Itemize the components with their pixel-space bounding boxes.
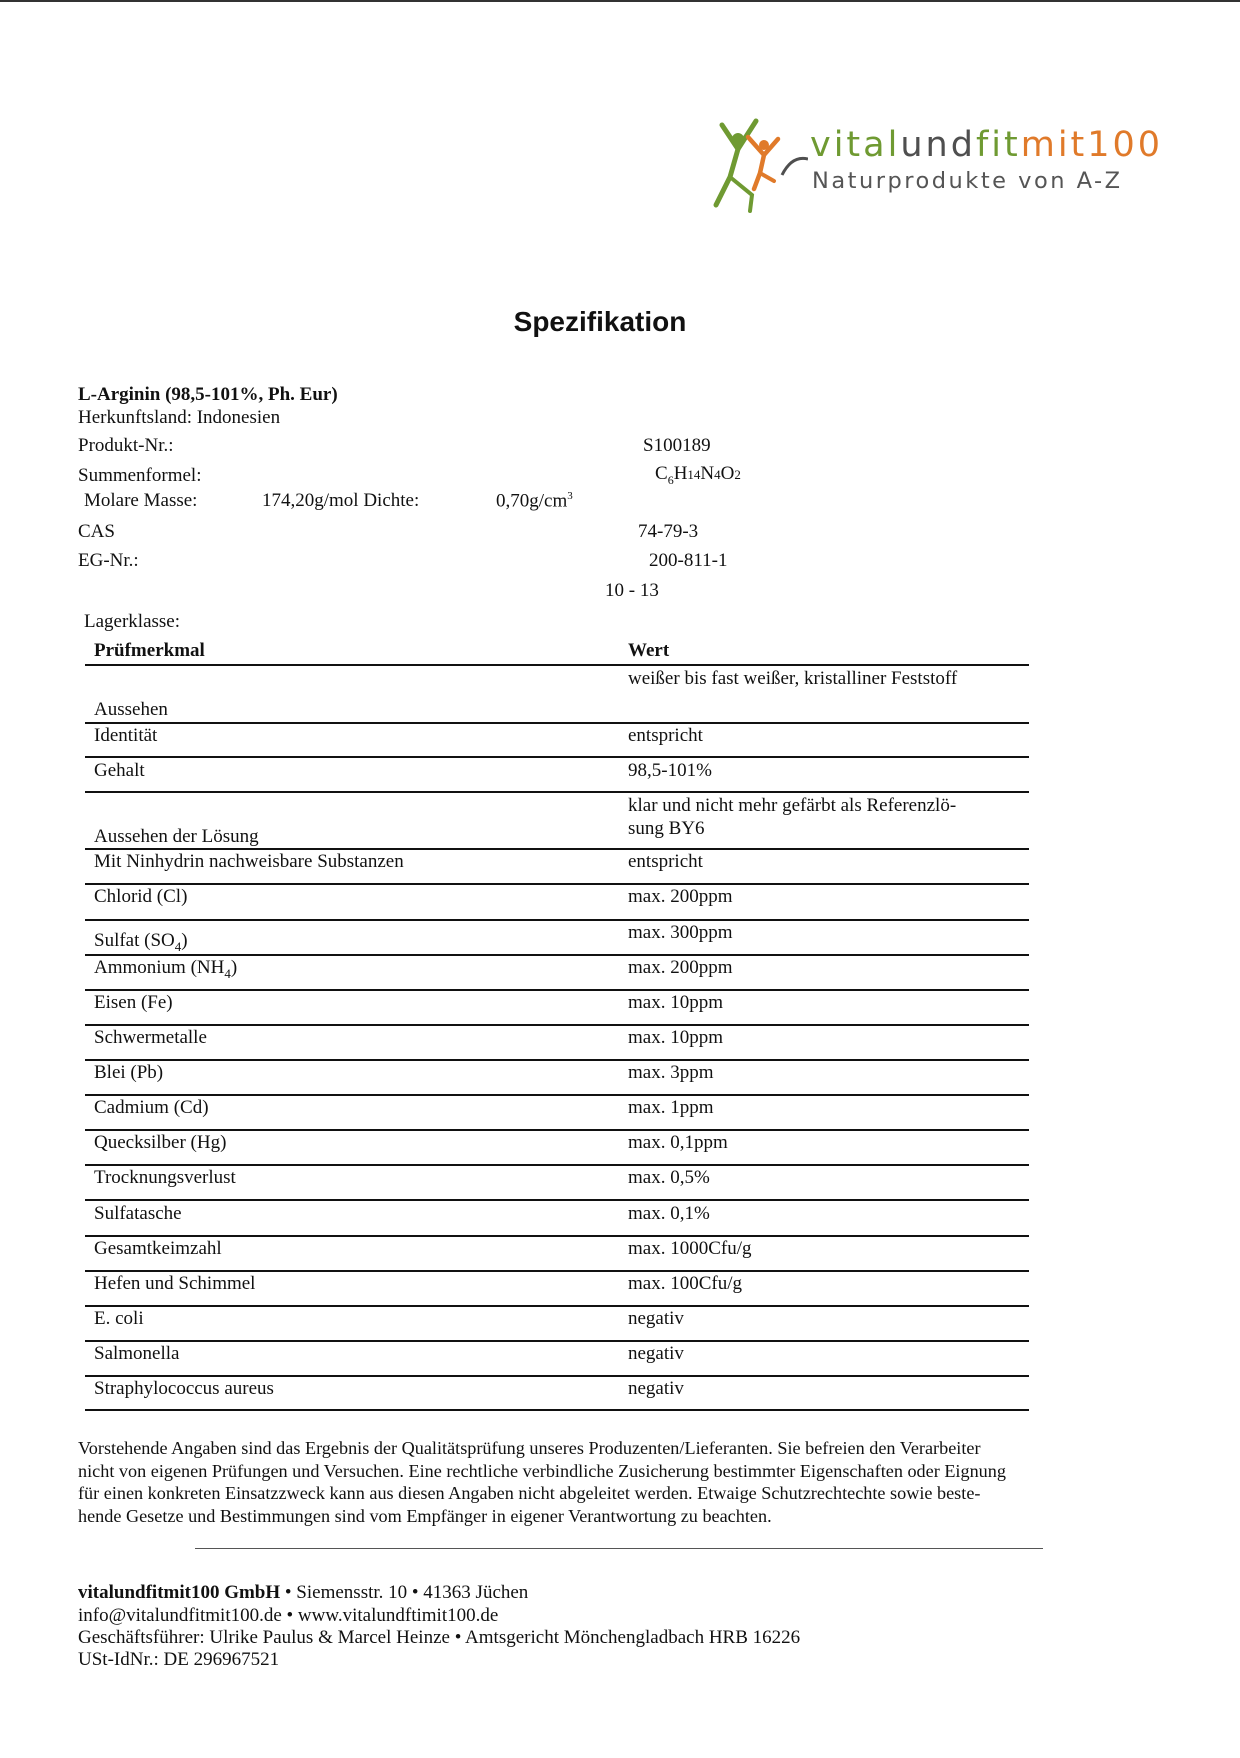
table-header-property: Prüfmerkmal — [94, 640, 205, 661]
row-divider — [85, 756, 1029, 758]
molar-mass-label: Molare Masse: — [84, 490, 198, 511]
table-row-property: E. coli — [94, 1308, 144, 1329]
storage-class-value: 10 - 13 — [605, 580, 659, 601]
product-name: L-Arginin (98,5-101%, Ph. Eur) — [78, 384, 338, 405]
table-row-value: max. 3ppm — [628, 1062, 714, 1083]
footer-management: Geschäftsführer: Ulrike Paulus & Marcel Heinze • Amtsgericht Mönchengladbach HRB 16226 — [78, 1627, 801, 1648]
table-row-value: klar und nicht mehr gefärbt als Referenzlö- — [628, 795, 957, 816]
table-row-property: Ammonium $(NH_4)$ — [94, 957, 238, 981]
footer-company: vitalundfitmit100 GmbH — [78, 1582, 281, 1603]
eg-label: EG-Nr.: — [78, 550, 139, 571]
density-value: $0,70g/cm^3$ — [496, 490, 573, 512]
company-logo — [708, 115, 1164, 215]
table-row-value: entspricht — [628, 725, 703, 746]
table-row-value: weißer bis fast weißer, kristalliner Feststoff — [628, 668, 958, 689]
table-row-property: Mit Ninhydrin nachweisbare Substanzen — [94, 851, 404, 872]
row-divider — [85, 1340, 1029, 1342]
table-row-value-cont: sung BY6 — [628, 818, 705, 839]
table-row-value: negativ — [628, 1343, 684, 1364]
table-row-property: Eisen (Fe) — [94, 992, 173, 1013]
table-row-property: Aussehen — [94, 699, 168, 720]
storage-class-label: Lagerklasse: — [84, 611, 181, 632]
table-row-value: entspricht — [628, 851, 703, 872]
table-row-property: Aussehen der Lösung — [94, 826, 259, 847]
table-row-property: Identität — [94, 725, 158, 746]
disclaimer-line: Vorstehende Angaben sind das Ergebnis der Qualitätsprüfung unseres Produzenten/Lieferanten. Sie befreien den Verarbeiter — [78, 1438, 981, 1458]
row-divider — [85, 1305, 1029, 1307]
disclaimer-line: für einen konkreten Einsatzzweck kann aus diesen Angaben nicht abgeleitet werden. Etwaige Schutzrechtechte sowie beste- — [78, 1483, 981, 1503]
product-no-label: Produkt-Nr.: — [78, 435, 174, 456]
table-row-property: Gesamtkeimzahl — [94, 1238, 222, 1259]
product-no-value: S100189 — [643, 435, 711, 456]
row-divider — [85, 1235, 1029, 1237]
disclaimer-line: hende Gesetze und Bestimmungen sind vom Empfänger in eigener Verantwortung zu beachten. — [78, 1505, 772, 1526]
table-row-value: max. 200ppm — [628, 957, 733, 978]
row-divider — [85, 1129, 1029, 1131]
cas-label: CAS — [78, 521, 115, 542]
disclaimer-line: nicht von eigenen Prüfungen und Versuchen. Eine rechtliche verbindliche Zusicherung bestimmter Eigenschaften oder Eignung — [78, 1460, 1006, 1481]
row-divider — [85, 989, 1029, 991]
table-row-value: max. 300ppm — [628, 922, 733, 943]
disclaimer-text — [78, 1437, 1168, 1527]
table-row-value: max. 1000Cfu/g — [628, 1238, 752, 1259]
table-row-property: Blei (Pb) — [94, 1062, 164, 1083]
footer-contact[interactable]: info@vitalundfitmit100.de • www.vitalundftimit100.de — [78, 1605, 499, 1626]
footer-address: • Siemensstr. 10 • 41363 Jüchen — [280, 1582, 529, 1603]
table-row-property: Gehalt — [94, 760, 145, 781]
row-divider — [85, 1059, 1029, 1061]
table-row-property: Sulfat $(SO_4)$ — [94, 930, 188, 954]
row-divider — [85, 791, 1029, 793]
row-divider — [85, 1199, 1029, 1201]
table-row-value: negativ — [628, 1308, 684, 1329]
row-divider — [85, 919, 1029, 921]
runner-figure-icon — [708, 115, 808, 215]
cas-value: 74-79-3 — [638, 521, 699, 542]
table-row-value: max. 0,1% — [628, 1203, 710, 1224]
table-row-property: Schwermetalle — [94, 1027, 207, 1048]
table-row-property: Straphylococcus aureus — [94, 1378, 274, 1399]
table-row-property: Quecksilber (Hg) — [94, 1132, 227, 1153]
eg-value: 200-811-1 — [649, 550, 728, 571]
table-row-property: Cadmium (Cd) — [94, 1097, 209, 1118]
table-row-value: max. 1ppm — [628, 1097, 714, 1118]
table-row-property: Chlorid (Cl) — [94, 886, 188, 907]
table-row-value: max. 100Cfu/g — [628, 1273, 742, 1294]
table-row-property: Sulfatasche — [94, 1203, 182, 1224]
footer-company-line — [78, 1582, 528, 1605]
top-border — [0, 0, 1240, 2]
row-divider — [85, 1094, 1029, 1096]
formula-value: $C_6H14N4O2$ — [655, 463, 741, 487]
table-header-value: Wert — [628, 640, 670, 661]
page-title: Spezifikation — [513, 306, 687, 337]
table-row-value: max. 10ppm — [628, 992, 723, 1013]
footer-separator — [195, 1548, 1043, 1549]
logo-wordmark: vitalundfitmit100 — [810, 125, 1164, 165]
origin-country: Herkunftsland: Indonesien — [78, 407, 281, 428]
table-row-value: max. 0,5% — [628, 1167, 710, 1188]
table-row-property: Salmonella — [94, 1343, 180, 1364]
table-bottom-rule — [85, 1409, 1029, 1411]
table-row-property: Hefen und Schimmel — [94, 1273, 256, 1294]
table-row-value: negativ — [628, 1378, 684, 1399]
table-row-value: 98,5-101% — [628, 760, 712, 781]
table-header-rule — [85, 664, 1029, 666]
formula-label: Summenformel: — [78, 465, 202, 486]
row-divider — [85, 1024, 1029, 1026]
row-divider — [85, 883, 1029, 885]
table-row-property: Trocknungsverlust — [94, 1167, 236, 1188]
table-row-value: max. 200ppm — [628, 886, 733, 907]
footer-vat: USt-IdNr.: DE 296967521 — [78, 1649, 280, 1670]
table-row-value: max. 0,1ppm — [628, 1132, 728, 1153]
row-divider — [85, 722, 1029, 724]
logo-tagline: Naturprodukte von A-Z — [812, 168, 1123, 194]
molar-mass-value: 174,20g/mol Dichte: — [262, 490, 420, 511]
table-row-value: max. 10ppm — [628, 1027, 723, 1048]
